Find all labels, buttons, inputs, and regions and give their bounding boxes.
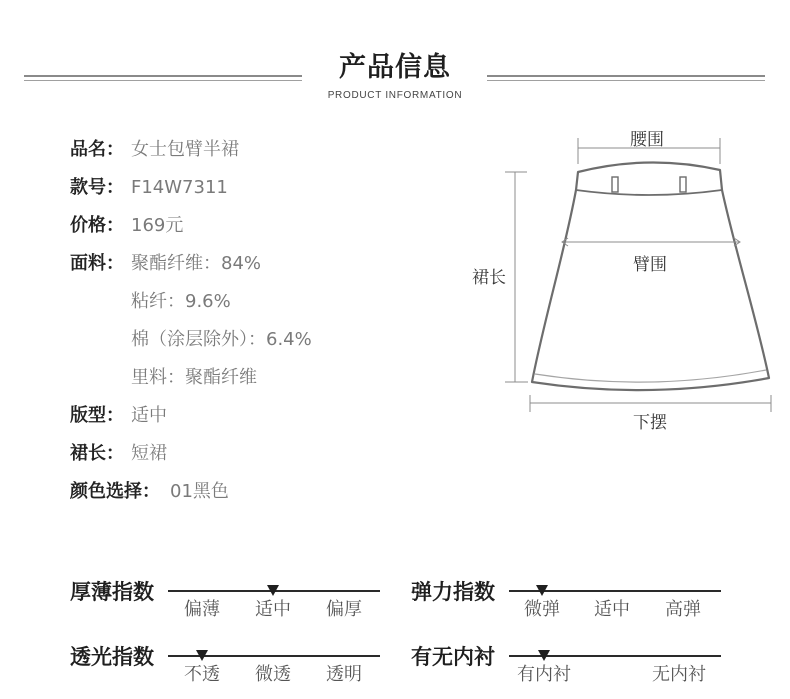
info-value: 里料：聚酯纤维 bbox=[131, 367, 257, 388]
info-label: 品名： bbox=[70, 139, 124, 160]
info-value: 短裙 bbox=[131, 443, 167, 464]
info-row-lining bbox=[70, 366, 450, 390]
info-value: 女士包臂半裙 bbox=[131, 139, 239, 160]
skirt-outline bbox=[532, 162, 769, 390]
info-value: F14W7311 bbox=[131, 177, 228, 198]
diagram-label-length: 裙长 bbox=[472, 268, 506, 288]
index-marker-icon bbox=[196, 650, 208, 661]
info-label: 颜色选择： bbox=[70, 481, 160, 502]
index-option: 不透 bbox=[184, 664, 220, 685]
info-label: 版型： bbox=[70, 405, 124, 426]
index-option: 有内衬 bbox=[517, 664, 571, 685]
info-row-name bbox=[70, 138, 450, 162]
info-value: 01黑色 bbox=[170, 481, 229, 502]
index-option: 透明 bbox=[326, 664, 362, 685]
index-option: 微弹 bbox=[524, 599, 560, 620]
index-label: 弹力指数 bbox=[411, 580, 495, 604]
index-label: 厚薄指数 bbox=[70, 580, 154, 604]
info-row-fabric-cotton bbox=[70, 328, 450, 352]
index-label: 有无内衬 bbox=[411, 645, 495, 669]
lining-index bbox=[411, 643, 731, 689]
page-subtitle: PRODUCT INFORMATION bbox=[327, 90, 463, 101]
info-row-fit bbox=[70, 404, 450, 428]
index-option: 微透 bbox=[255, 664, 291, 685]
info-row-color bbox=[70, 480, 450, 504]
index-option: 适中 bbox=[255, 599, 291, 620]
index-option: 适中 bbox=[594, 599, 630, 620]
info-value: 适中 bbox=[131, 405, 167, 426]
index-label: 透光指数 bbox=[70, 645, 154, 669]
thickness-index bbox=[70, 578, 390, 624]
info-value: 粘纤：9.6% bbox=[131, 291, 231, 312]
info-label: 面料： bbox=[70, 253, 124, 274]
info-row-price bbox=[70, 214, 450, 238]
index-marker-icon bbox=[267, 585, 279, 596]
diagram-label-hem: 下摆 bbox=[633, 413, 667, 433]
info-value: 169元 bbox=[131, 215, 184, 236]
info-row-fabric bbox=[70, 252, 450, 276]
index-marker-icon bbox=[536, 585, 548, 596]
info-row-sku bbox=[70, 176, 450, 200]
info-value: 聚酯纤维：84% bbox=[131, 253, 262, 274]
length-measure-line bbox=[505, 172, 528, 382]
info-row-length bbox=[70, 442, 450, 466]
diagram-label-waist: 腰围 bbox=[630, 130, 664, 150]
transparency-index bbox=[70, 643, 390, 689]
info-label: 款号： bbox=[70, 177, 124, 198]
info-row-fabric-viscose bbox=[70, 290, 450, 314]
hem-measure-line bbox=[530, 395, 771, 412]
info-label: 价格： bbox=[70, 215, 124, 236]
index-option: 偏厚 bbox=[326, 599, 362, 620]
elasticity-index bbox=[411, 578, 731, 624]
index-option: 高弹 bbox=[665, 599, 701, 620]
info-label: 裙长： bbox=[70, 443, 124, 464]
page-title: 产品信息 bbox=[339, 52, 451, 83]
index-marker-icon bbox=[538, 650, 550, 661]
index-option: 无内衬 bbox=[652, 664, 706, 685]
diagram-label-hip: 臂围 bbox=[633, 255, 667, 275]
info-value: 棉（涂层除外）：6.4% bbox=[131, 329, 312, 350]
index-option: 偏薄 bbox=[184, 599, 220, 620]
